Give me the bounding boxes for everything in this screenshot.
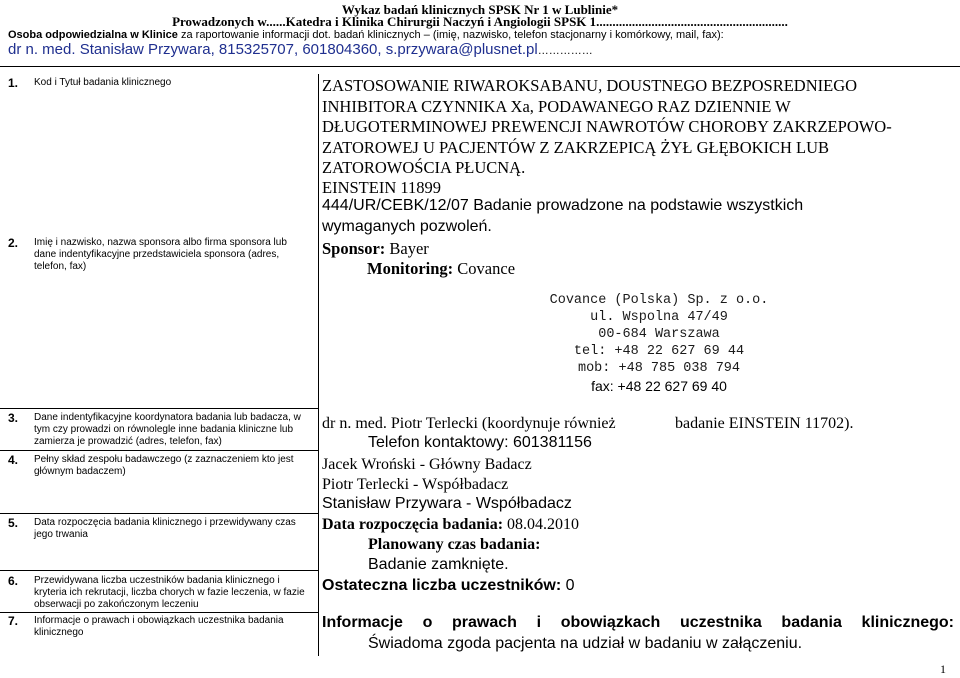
row-label-text: Kod i Tytuł badania klinicznego	[34, 77, 172, 88]
page-number: 1	[940, 662, 946, 676]
row-label-text: Pełny skład zespołu badawczego (z zaznaczeniem kto jest głównym badaczem)	[34, 454, 294, 477]
row-5-label	[8, 517, 308, 543]
row-divider	[0, 612, 318, 613]
team-member: Stanisław Przywara - Współbadacz	[322, 495, 572, 512]
row-label-text: Informacje o prawach i obowiązkach uczestnika badania klinicznego	[34, 615, 284, 638]
sponsor-line	[322, 239, 429, 259]
row-7-label	[8, 615, 308, 641]
row-label-text: Imię i nazwisko, nazwa sponsora albo firma sponsora lub dane indentyfikacyjne przedstawiciela sponsora (adres, telefon, fax)	[34, 237, 287, 272]
responsible-person-rest: za raportowanie informacji dot. badań klinicznych – (imię, nazwisko, telefon stacjonarny i komórkowy, mail, fax):	[177, 29, 724, 41]
final-participants-value: 0	[561, 577, 575, 594]
planned-duration-value: Badanie zamknięte.	[368, 556, 509, 573]
row-label-text: Data rozpoczęcia badania klinicznego i przewidywany czas jego trwania	[34, 517, 296, 540]
start-date-line	[322, 516, 579, 534]
row-number: 5.	[8, 516, 19, 530]
column-divider	[318, 74, 319, 656]
start-date-label: Data rozpoczęcia badania:	[322, 516, 504, 533]
study-title-line: ZASTOSOWANIE RIWAROKSABANU, DOUSTNEGO BEZPOSREDNIEGO	[322, 76, 858, 95]
coordinator-line-2: badanie EINSTEIN 11702).	[675, 415, 854, 432]
team-member: Jacek Wroński - Główny Badacz	[322, 456, 532, 473]
responsible-person-bold: Osoba odpowiedzialna w Klinice	[8, 29, 178, 41]
responsible-person-line	[8, 29, 724, 41]
contact-dots: ……………	[537, 45, 593, 57]
sponsor-fax: fax: +48 22 627 69 40	[591, 378, 727, 394]
row-1-label	[8, 77, 308, 91]
row-6-label	[8, 575, 308, 611]
approval-line: 444/UR/CEBK/12/07 Badanie prowadzone na podstawie wszystkich	[322, 197, 804, 214]
row-divider	[0, 408, 318, 409]
document-title: Wykaz badań klinicznych SPSK Nr 1 w Lublinie*	[341, 2, 619, 17]
study-title-line: DŁUGOTERMINOWEJ PREWENCJI NAWROTÓW CHOROBY ZAKRZEPOWO-	[322, 117, 892, 136]
row-label-text: Dane indentyfikacyjne koordynatora badania lub badacza, w tym czy prowadzi on równolegle inne badania kliniczne lub zamierza je prowadzić (adres, telefon, fax)	[34, 412, 301, 447]
address-line: Covance (Polska) Sp. z o.o.	[549, 293, 769, 308]
address-line: 00-684 Warszawa	[598, 327, 720, 342]
contact-text: dr n. med. Stanisław Przywara, 815325707, 601804360, s.przywara@plusnet.pl	[8, 41, 538, 58]
row-number: 4.	[8, 453, 19, 467]
row-2-label	[8, 236, 308, 272]
row-divider	[0, 570, 318, 571]
sponsor-label: Sponsor:	[322, 239, 386, 258]
final-participants-line	[322, 577, 575, 595]
row-divider	[0, 513, 318, 514]
monitoring-value: Covance	[453, 259, 516, 278]
final-participants-label: Ostateczna liczba uczestników:	[322, 577, 562, 594]
header-divider	[0, 66, 960, 67]
study-title-line: ZATOROWEJ U PACJENTÓW Z ZAKRZEPICĄ ŻYŁ GŁĘBOKICH LUB	[322, 137, 830, 157]
row-number: 7.	[8, 614, 19, 628]
department-line: Prowadzonych w......Katedra i Klinika Chirurgii Naczyń i Angiologii SPSK 1...........................................................	[172, 14, 788, 29]
row-number: 1.	[8, 76, 19, 90]
rights-info-value: Świadoma zgoda pacjenta na udział w badaniu w załączeniu.	[368, 635, 803, 652]
address-line: tel: +48 22 627 69 44	[573, 344, 745, 359]
planned-duration-label: Planowany czas badania:	[368, 536, 541, 553]
monitoring-label: Monitoring:	[367, 259, 454, 278]
address-line: mob: +48 785 038 794	[577, 361, 741, 376]
coordinator-phone: Telefon kontaktowy: 601381156	[368, 434, 592, 451]
contact-line	[8, 41, 593, 58]
study-code: EINSTEIN 11899	[322, 178, 441, 197]
rights-info-label: Informacje o prawach i obowiązkach uczestnika badania klinicznego:	[322, 614, 954, 631]
row-4-label	[8, 454, 308, 480]
study-title-line: INHIBITORA CZYNNIKA Xa, PODAWANEGO RAZ DZIENNIE W	[322, 96, 791, 116]
monitoring-line	[367, 259, 515, 279]
row-3-label	[8, 412, 308, 448]
address-line: ul. Wspolna 47/49	[590, 310, 728, 325]
study-title-line: ZATOROWOŚCIA PŁUCNĄ.	[322, 158, 526, 177]
sponsor-address	[450, 292, 868, 377]
start-date-value: 08.04.2010	[503, 516, 580, 533]
coordinator-line: dr n. med. Piotr Terlecki (koordynuje również	[322, 415, 616, 432]
study-title	[322, 76, 952, 179]
row-label-text: Przewidywana liczba uczestników badania klinicznego i kryteria ich rekrutacji, liczba chorych w fazie leczenia, w fazie obserwacji po zakończonym leczeniu	[34, 575, 305, 610]
row-divider	[0, 450, 318, 451]
row-number: 6.	[8, 574, 19, 588]
row-number: 3.	[8, 411, 19, 425]
sponsor-value: Bayer	[385, 239, 429, 258]
approval-line: wymaganych pozwoleń.	[322, 218, 492, 235]
row-number: 2.	[8, 236, 19, 250]
team-member: Piotr Terlecki - Współbadacz	[322, 476, 509, 493]
